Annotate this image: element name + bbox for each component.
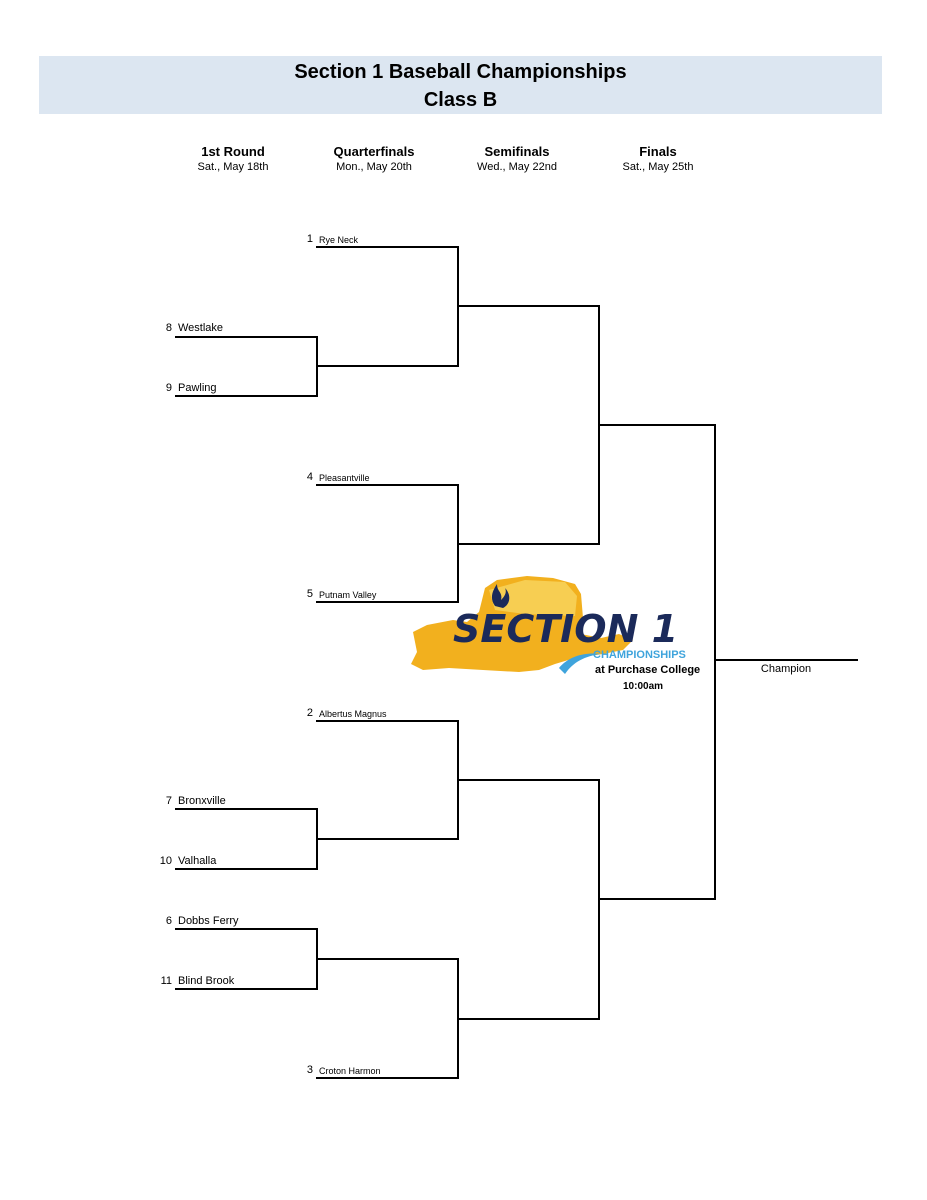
- bracket-line: [316, 484, 459, 486]
- page-title: Section 1 Baseball Championships: [294, 61, 627, 83]
- seed-number: 6: [165, 915, 172, 927]
- bracket-line: [175, 395, 318, 397]
- bracket-line: [316, 246, 459, 248]
- bracket-line: [175, 808, 318, 810]
- bracket-line: [457, 779, 600, 781]
- seed-number: 4: [306, 471, 313, 483]
- team-name: Blind Brook: [178, 975, 235, 987]
- team-name: Valhalla: [178, 855, 217, 867]
- bracket-line: [457, 305, 600, 307]
- bracket-line: [175, 868, 318, 870]
- seed-number: 11: [160, 975, 172, 987]
- bracket-line: [175, 336, 318, 338]
- bracket-line: [316, 1077, 459, 1079]
- team-name: Rye Neck: [319, 235, 359, 245]
- page-subtitle: Class B: [423, 89, 498, 111]
- round-name: 1st Round: [201, 144, 265, 159]
- team-name: Pleasantville: [319, 473, 370, 483]
- seed-number: 5: [306, 588, 313, 600]
- bracket-line: [598, 424, 716, 426]
- logo-word: SECTION 1: [453, 607, 679, 651]
- team-name: Dobbs Ferry: [178, 915, 239, 927]
- bracket-line: [316, 838, 459, 840]
- section-1-championships-logo: [405, 570, 725, 695]
- bracket-line: [316, 365, 459, 367]
- seed-number: 3: [306, 1064, 313, 1076]
- bracket-line: [175, 988, 318, 990]
- bracket-line: [714, 659, 858, 661]
- bracket-line: [457, 1018, 600, 1020]
- round-date: Sat., May 25th: [622, 161, 694, 173]
- seed-number: 7: [165, 795, 172, 807]
- seed-number: 2: [306, 707, 313, 719]
- logo-venue: at Purchase College: [595, 664, 701, 676]
- team-name: Albertus Magnus: [319, 709, 387, 719]
- round-header-quarterfinals: [304, 144, 444, 174]
- round-name: Finals: [639, 144, 677, 159]
- round-header-semifinals: [447, 144, 587, 174]
- team-name: Putnam Valley: [319, 590, 377, 600]
- logo-sub: CHAMPIONSHIPS: [593, 649, 686, 661]
- seed-number: 9: [165, 382, 172, 394]
- round-name: Semifinals: [484, 144, 550, 159]
- seed-number: 8: [165, 322, 172, 334]
- team-name: Bronxville: [178, 795, 226, 807]
- bracket-line: [457, 543, 600, 545]
- bracket-line: [175, 928, 318, 930]
- logo-time: 10:00am: [623, 681, 664, 692]
- team-name: Croton Harmon: [319, 1066, 381, 1076]
- bracket-line: [316, 958, 459, 960]
- team-name: Pawling: [178, 382, 217, 394]
- seed-number: 10: [159, 855, 172, 867]
- team-name: Westlake: [178, 322, 224, 334]
- round-date: Mon., May 20th: [336, 161, 412, 173]
- round-header-1st-round: [163, 144, 303, 174]
- round-header-finals: [588, 144, 728, 174]
- seed-number: 1: [306, 233, 313, 245]
- round-date: Wed., May 22nd: [477, 161, 557, 173]
- champion-label: Champion: [760, 663, 812, 675]
- bracket-line: [316, 720, 459, 722]
- bracket-line: [598, 898, 716, 900]
- round-date: Sat., May 18th: [197, 161, 269, 173]
- round-name: Quarterfinals: [333, 144, 415, 159]
